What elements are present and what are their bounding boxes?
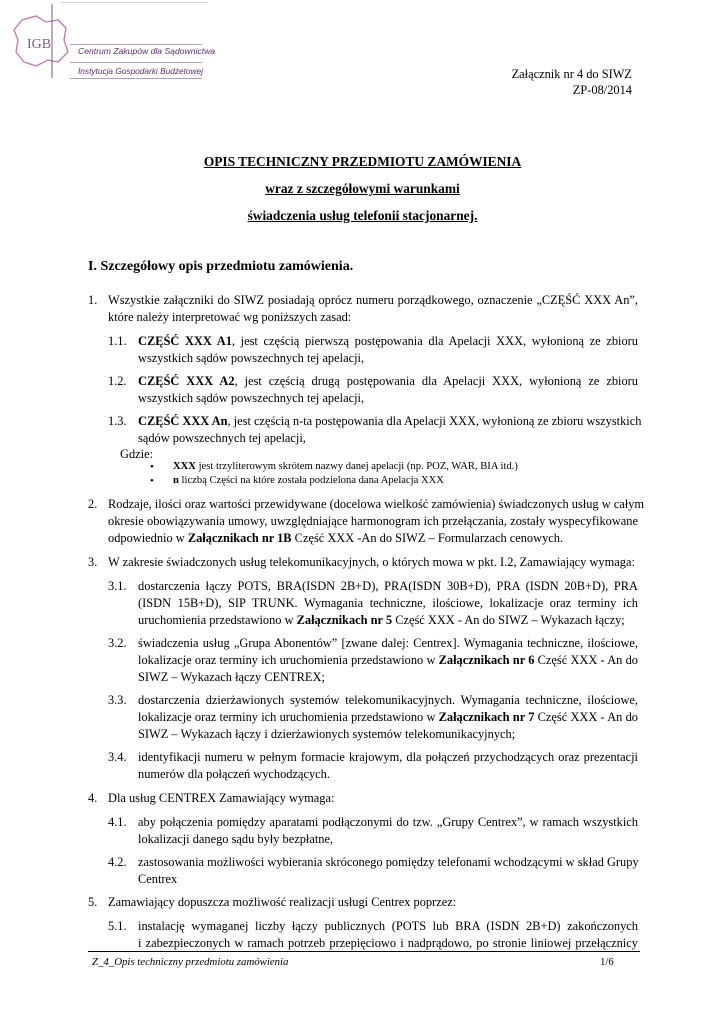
logo-rule	[70, 62, 202, 63]
paragraph-line	[138, 652, 638, 669]
document-subtitle-2: świadczenia usług telefonii stacjonarnej.	[247, 208, 478, 223]
paragraph-line: dostarczenia łączy POTS, BRA(ISDN 2B+D), PRA(ISDN 30B+D), PRA (ISDN 20B+D), PRA	[138, 579, 638, 593]
item-number: 3.	[88, 555, 98, 569]
paragraph-line	[108, 530, 563, 547]
item-number: 3.2.	[108, 636, 127, 650]
bullet-text: liczbą Części na które została podzielona dana Apelacja XXX	[178, 475, 444, 486]
logo-rule	[70, 78, 202, 79]
paragraph-line: W zakresie świadczonych usług telekomunikacyjnych, o których mowa w pkt. I.2, Zamawiający wymaga:	[108, 555, 635, 569]
bullet-item	[173, 460, 518, 474]
paragraph-line: wszystkich sądów powszechnych tej apelacji,	[138, 391, 365, 405]
paragraph-text: Część XXX -An do SIWZ – Formularzach cenowych.	[291, 531, 564, 545]
item-number: 3.3.	[108, 693, 127, 707]
svg-text:IGB: IGB	[27, 37, 52, 52]
paragraph-line: zastosowania możliwości wybierania skróconego pomiędzy telefonami wchodzącymi w skład Grupy	[138, 855, 639, 869]
where-label: Gdzie:	[120, 447, 154, 461]
item-number: 2.	[88, 497, 98, 511]
paragraph-line: okresie obowiązywania umowy, uwzględniające harmonogram ich przełączania, zostały wyspecyfikowane	[108, 514, 638, 528]
paragraph-text: , jest częścią drugą postępowania dla Apelacji XXX, wyłonioną ze zbioru	[234, 374, 638, 388]
section-heading: I. Szczegółowy opis przedmiotu zamówienia.	[88, 259, 354, 274]
paragraph-line: i zabezpieczonych w ramach potrzeb przepięciowo i nadprądowo, po stronie liniowej przełącznicy	[138, 936, 638, 950]
paragraph-line: lokalizacji danego sądu były bezpłatne,	[138, 832, 334, 846]
document-title: OPIS TECHNICZNY PRZEDMIOTU ZAMÓWIENIA	[203, 154, 522, 169]
item-number: 4.1.	[108, 815, 127, 829]
item-number: 4.	[88, 791, 98, 805]
paragraph-line: Centrex	[138, 872, 178, 886]
paragraph-text: Część XXX - An do	[534, 653, 638, 667]
item-number: 5.	[88, 895, 98, 909]
paragraph-line: instalację wymaganej liczby łączy publicznych (POTS lub BRA (ISDN 2B+D) zakończonych	[138, 919, 638, 933]
item-number: 4.2.	[108, 855, 127, 869]
paragraph-text: , jest częścią pierwszą postępowania dla Apelacji XXX, wyłonioną ze zbioru	[231, 334, 638, 348]
item-number: 1.	[88, 293, 98, 307]
paragraph-line	[138, 373, 638, 390]
attachment-label: Załącznik nr 4 do SIWZ	[511, 67, 632, 81]
paragraph-text: lokalizacje oraz terminy ich uruchomienia przedstawiono w	[138, 710, 439, 724]
attachment-ref: Załącznikach nr 6	[438, 653, 535, 667]
bullet-term: n	[173, 475, 179, 486]
paragraph-line: sądów powszechnych tej apelacji,	[138, 431, 306, 445]
footer-rule	[88, 951, 640, 952]
paragraph-text: Część XXX - An do	[534, 710, 638, 724]
paragraph-line: dostarczenia dzierżawionych systemów telekomunikacyjnych. Wymagania techniczne, ilościowe,	[138, 693, 638, 707]
item-number: 1.2.	[108, 374, 127, 388]
paragraph-line: wszystkich sądów powszechnych tej apelacji,	[138, 351, 365, 365]
paragraph-line: świadczenia usług „Grupa Abonentów” [zwane dalej: Centrex]. Wymagania techniczne, ilościowe,	[138, 636, 638, 650]
paragraph-text: odpowiednio w	[108, 531, 188, 545]
reference-number: ZP-08/2014	[572, 83, 632, 97]
attachment-ref: Załącznikach nr 7	[438, 710, 535, 724]
paragraph-line: identyfikacji numeru w pełnym formacie krajowym, dla połączeń przychodzących oraz prezentacji	[138, 750, 638, 764]
part-label: CZĘŚĆ XXX A2	[138, 374, 235, 388]
paragraph-line: Zamawiający dopuszcza możliwość realizacji usługi Centrex poprzez:	[108, 895, 457, 909]
paragraph-line	[138, 709, 638, 726]
item-number: 5.1.	[108, 919, 127, 933]
attachment-ref: Załącznikach nr 5	[296, 613, 393, 627]
page-number: 1/6	[600, 956, 614, 968]
paragraph-text: lokalizacje oraz terminy ich uruchomienia przedstawiono w	[138, 653, 439, 667]
paragraph-line: SIWZ – Wykazach łączy CENTREX;	[138, 670, 325, 684]
paragraph-line: SIWZ – Wykazach łączy i dzierżawionych systemów telekomunikacyjnych;	[138, 727, 516, 741]
paragraph-line	[138, 612, 625, 629]
item-number: 3.1.	[108, 579, 127, 593]
bullet-text: jest trzyliterowym skrótem nazwy danej apelacji (np. POZ, WAR, BIA itd.)	[195, 461, 518, 472]
bullet-item	[173, 474, 444, 488]
paragraph-text: uruchomienia przedstawiono w	[138, 613, 297, 627]
paragraph-line: Rodzaje, ilości oraz wartości przewidywane (docelowa wielkość zamówienia) świadczonych usług w całym	[108, 497, 645, 511]
logo-subtitle: Instytucja Gospodarki Budżetowej	[78, 66, 203, 76]
paragraph-line: Dla usług CENTREX Zamawiający wymaga:	[108, 791, 335, 805]
part-label: CZĘŚĆ XXX A1	[138, 334, 232, 348]
paragraph-line	[138, 413, 642, 430]
paragraph-text: , jest częścią n-ta postępowania dla Apelacji XXX, wyłonioną ze zbioru wszystkich	[227, 414, 642, 428]
document-subtitle-1: wraz z szczegółowymi warunkami	[265, 181, 460, 196]
bullet-icon: •	[150, 461, 154, 473]
item-number: 1.3.	[108, 414, 127, 428]
paragraph-line: które należy interpretować wg poniższych zasad:	[108, 310, 352, 324]
bullet-icon: •	[150, 475, 154, 487]
paragraph-line: aby połączenia pomiędzy aparatami podłączonymi do tzw. „Grupy Centrex”, w ramach wszystkich	[138, 815, 638, 829]
part-label: CZĘŚĆ XXX An	[138, 414, 228, 428]
paragraph-line: numerów dla połączeń wychodzących.	[138, 767, 330, 781]
paragraph-line: Wszystkie załączniki do SIWZ posiadają oprócz numeru porządkowego, oznaczenie „CZĘŚĆ XXX An”,	[108, 293, 638, 307]
bullet-term: XXX	[173, 461, 196, 472]
paragraph-text: Część XXX - An do SIWZ – Wykazach łączy;	[392, 613, 625, 627]
item-number: 1.1.	[108, 334, 127, 348]
paragraph-line	[138, 333, 638, 350]
item-number: 3.4.	[108, 750, 127, 764]
logo-name: Centrum Zakupów dla Sądownictwa	[78, 46, 216, 56]
footer-document-name: Z_4_Opis techniczny przedmiotu zamówienia	[92, 956, 289, 968]
paragraph-line: (ISDN 15B+D), SIP TRUNK. Wymagania techniczne, ilościowe, lokalizacje oraz terminy ich	[138, 596, 638, 610]
attachment-ref: Załącznikach nr 1B	[187, 531, 292, 545]
